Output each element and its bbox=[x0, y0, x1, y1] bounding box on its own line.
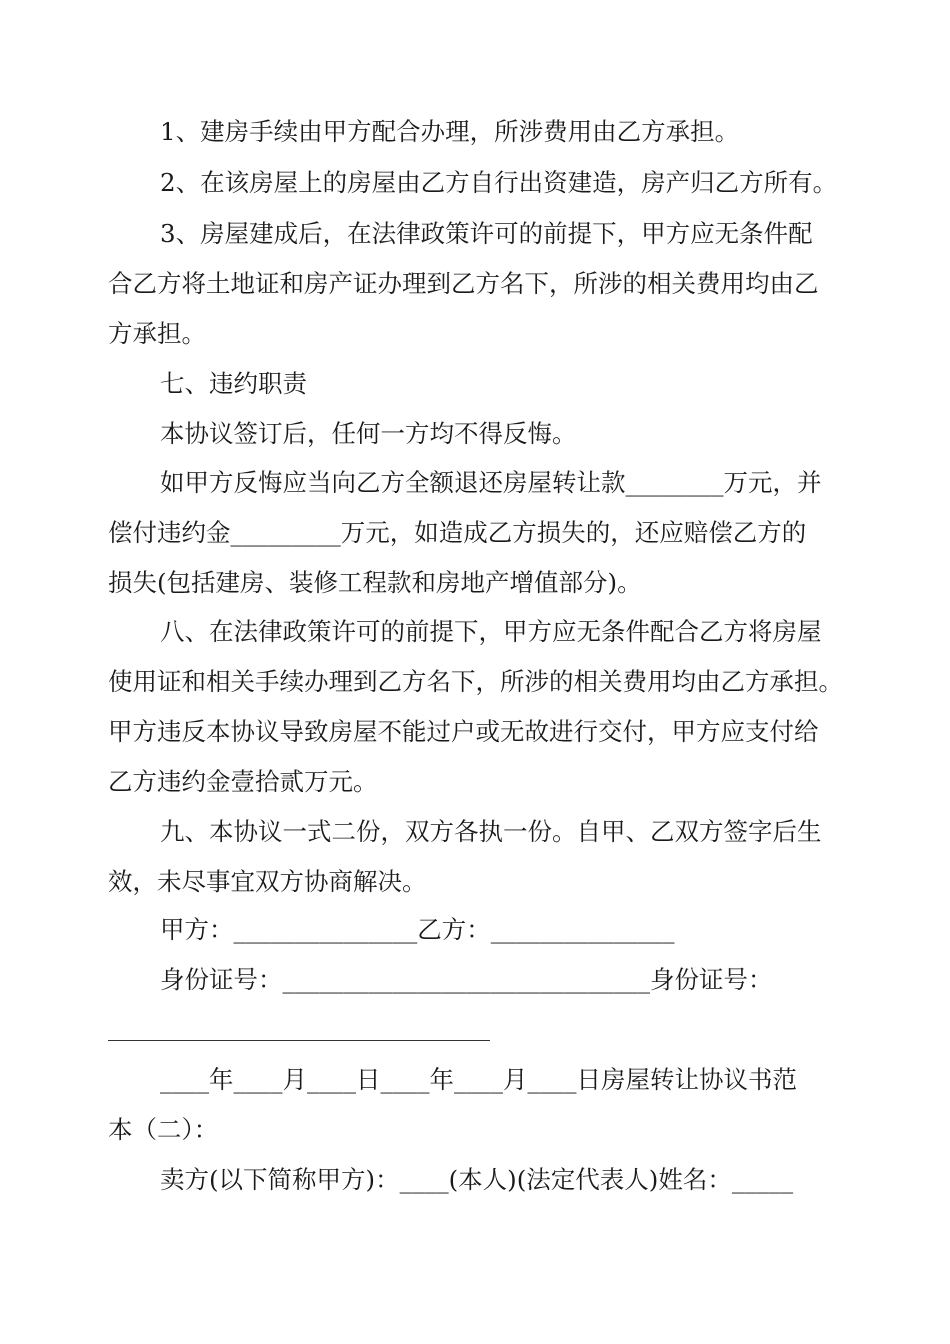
date-and-title-line: ____年____月____日____年____月____日房屋转让协议书范 bbox=[160, 1065, 797, 1094]
clause-1: 1、建房手续由甲方配合办理，所涉费用由乙方承担。 bbox=[160, 117, 740, 146]
clause-3-line-1: 3、房屋建成后，在法律政策许可的前提下，甲方应无条件配 bbox=[160, 219, 813, 248]
section-9-line-1: 九、本协议一式二份，双方各执一份。自甲、乙双方签字后生 bbox=[160, 817, 822, 846]
section-8-line-1: 八、在法律政策许可的前提下，甲方应无条件配合乙方将房屋 bbox=[160, 617, 822, 646]
seller-line: 卖方(以下简称甲方)：____(本人)(法定代表人)姓名：_____ bbox=[160, 1165, 794, 1194]
paragraph-no-regret: 本协议签订后，任何一方均不得反悔。 bbox=[160, 419, 577, 448]
penalty-line-3: 损失(包括建房、装修工程款和房地产增值部分)。 bbox=[108, 568, 642, 597]
id-number-line: 身份证号：______________________________身份证号： bbox=[160, 965, 773, 994]
clause-3-line-2: 合乙方将土地证和房产证办理到乙方名下，所涉的相关费用均由乙 bbox=[108, 269, 819, 298]
section-8-line-3: 甲方违反本协议导致房屋不能过户或无故进行交付，甲方应支付给 bbox=[108, 717, 819, 746]
penalty-line-2: 偿付违约金_________万元，如造成乙方损失的，还应赔偿乙方的 bbox=[108, 518, 807, 547]
signature-parties: 甲方：_______________乙方：_______________ bbox=[160, 915, 675, 944]
section-8-line-4: 乙方违约金壹拾贰万元。 bbox=[108, 767, 378, 796]
clause-3-line-3: 方承担。 bbox=[108, 319, 206, 348]
clause-2: 2、在该房屋上的房屋由乙方自行出资建造，房产归乙方所有。 bbox=[160, 168, 838, 197]
section-8-line-2: 使用证和相关手续办理到乙方名下，所涉的相关费用均由乙方承担。 bbox=[108, 667, 843, 696]
title-continuation: 本（二）： bbox=[108, 1115, 219, 1144]
penalty-line-1: 如甲方反悔应当向乙方全额退还房屋转让款________万元，并 bbox=[160, 468, 822, 497]
section-heading-7: 七、违约职责 bbox=[160, 369, 307, 398]
section-9-line-2: 效，未尽事宜双方协商解决。 bbox=[108, 867, 427, 896]
id-number-blank bbox=[108, 1040, 490, 1041]
